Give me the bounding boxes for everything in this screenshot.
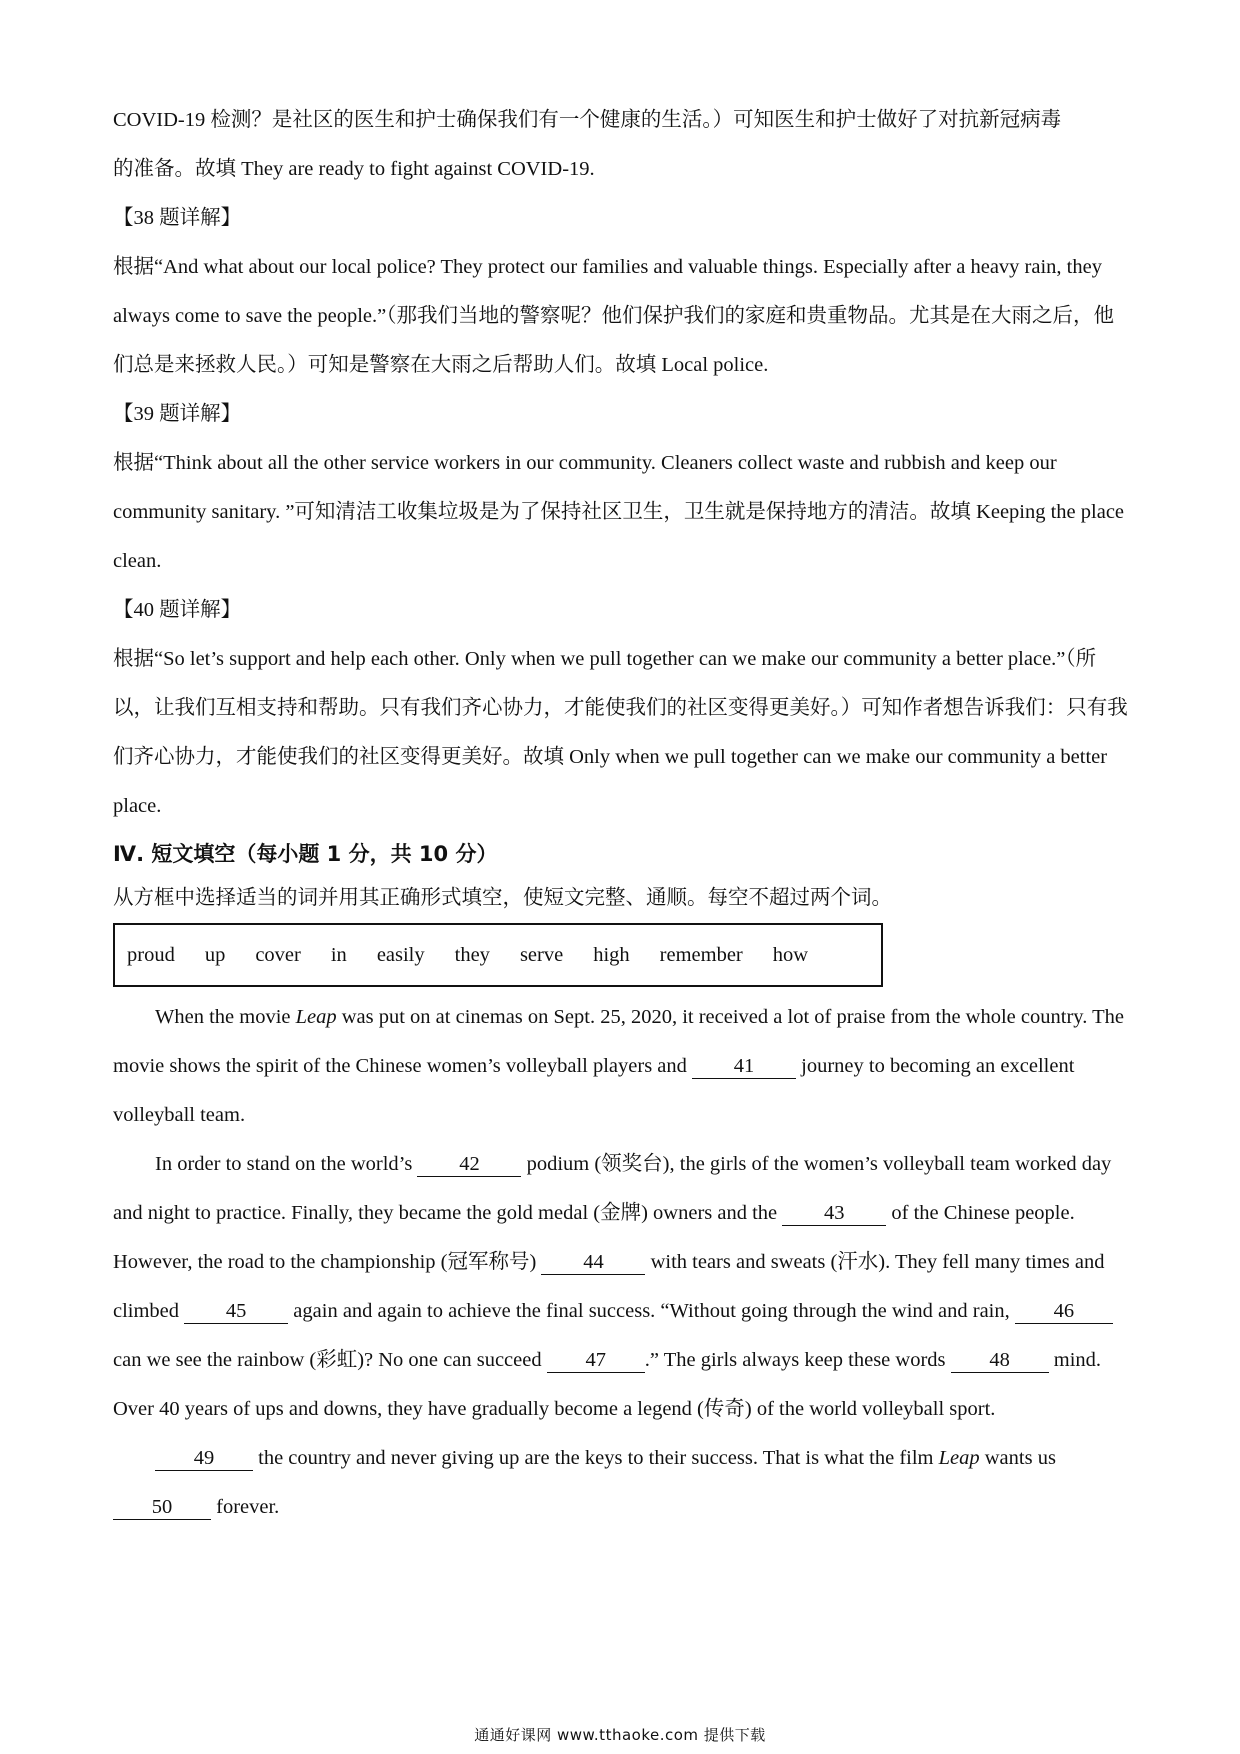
analysis-38: 根据“And what about our local police? They protect our families and valuable things. Especially after a heavy rain, they always come to save the people.”（那我们当地的警察呢？他们保护我们的家庭和贵重物品。尤其是在大雨之后，他们总是来拯救人民。）可知是警察在大雨之后帮助人们。故填 Local police. [113,256,1114,376]
blank-41: 41 [692,1054,796,1079]
blank-44: 44 [541,1250,645,1275]
word-bank [113,923,883,987]
passage-paragraph-1: When the movie Leap was put on at cinemas on Sept. 25, 2020, it received a lot of praise from the whole country. The movie shows the spirit of the Chinese women’s volleyball players and 41 journey to becoming an excellent volleyball team. [113,1006,1124,1126]
analysis-37-line1: COVID-19 检测？是社区的医生和护士确保我们有一个健康的生活。）可知医生和护士做好了对抗新冠病毒 [113,109,1062,131]
blank-43: 43 [782,1201,886,1226]
word-bank-item: cover [255,943,301,966]
word-bank-item: easily [376,943,425,966]
movie-title: Leap [938,1447,980,1469]
blank-48: 48 [951,1348,1049,1373]
section-instruction: 从方框中选择适当的词并用其正确形式填空，使短文完整、通顺。每空不超过两个词。 [113,887,892,909]
document-page [113,96,1130,1532]
heading-40: 【40 题详解】 [113,599,242,621]
word-bank-item: they [454,943,490,966]
analysis-39: 根据“Think about all the other service workers in our community. Cleaners collect waste and rubbish and keep our community sanitary. ”可知清洁工收集垃圾是为了保持社区卫生，卫生就是保持地方的清洁。故填 Keeping the place clean. [113,452,1125,572]
word-bank-item: serve [519,943,564,966]
word-bank-item: proud [127,943,175,966]
blank-50: 50 [113,1495,211,1520]
blank-42: 42 [417,1152,521,1177]
word-bank-item: high [593,943,630,966]
analysis-40: 根据“So let’s support and help each other. Only when we pull together can we make our community a better place.”（所以，让我们互相支持和帮助。只有我们齐心协力，才能使我们的社区变得更美好。）可知作者想告诉我们：只有我们齐心协力，才能使我们的社区变得更美好。故填 Only when we pull together can we make our community a better place. [113,648,1128,817]
blank-45: 45 [184,1299,288,1324]
word-bank-item: in [330,943,347,966]
word-bank-item: remember [659,943,743,966]
page-footer: 通通好课网 www.tthaoke.com 提供下载 [474,1726,766,1744]
heading-39: 【39 题详解】 [113,403,242,425]
blank-47: 47 [547,1348,645,1373]
heading-38: 【38 题详解】 [113,207,242,229]
movie-title: Leap [295,1006,337,1028]
section-title: Ⅳ. 短文填空（每小题 1 分，共 10 分） [113,842,498,866]
passage-paragraph-3: 49 the country and never giving up are the keys to their success. That is what the film Leap wants us 50 forever. [113,1434,1130,1532]
passage-paragraph-2: In order to stand on the world’s 42 podium (领奖台), the girls of the women’s volleyball team worked day and night to practice. Finally, they became the gold medal (金牌) owners and the 43 of the Chinese people. However, the road to the championship (冠军称号) 44 with tears and sweats (汗水). They fell many times and climbed 45 again and again to achieve the final success. “Without going through the wind and rain, 46 can we see the rainbow (彩虹)? No one can succeed 47 .” The girls always keep these words 48 mind. Over 40 years of ups and downs, they have gradually become a legend (传奇) of the world volleyball sport. [113,1153,1112,1420]
word-bank-item: how [772,943,809,966]
blank-49: 49 [155,1446,253,1471]
word-bank-item: up [204,943,226,966]
analysis-37-line2: 的准备。故填 They are ready to fight against COVID-19. [113,158,595,180]
blank-46: 46 [1015,1299,1113,1324]
